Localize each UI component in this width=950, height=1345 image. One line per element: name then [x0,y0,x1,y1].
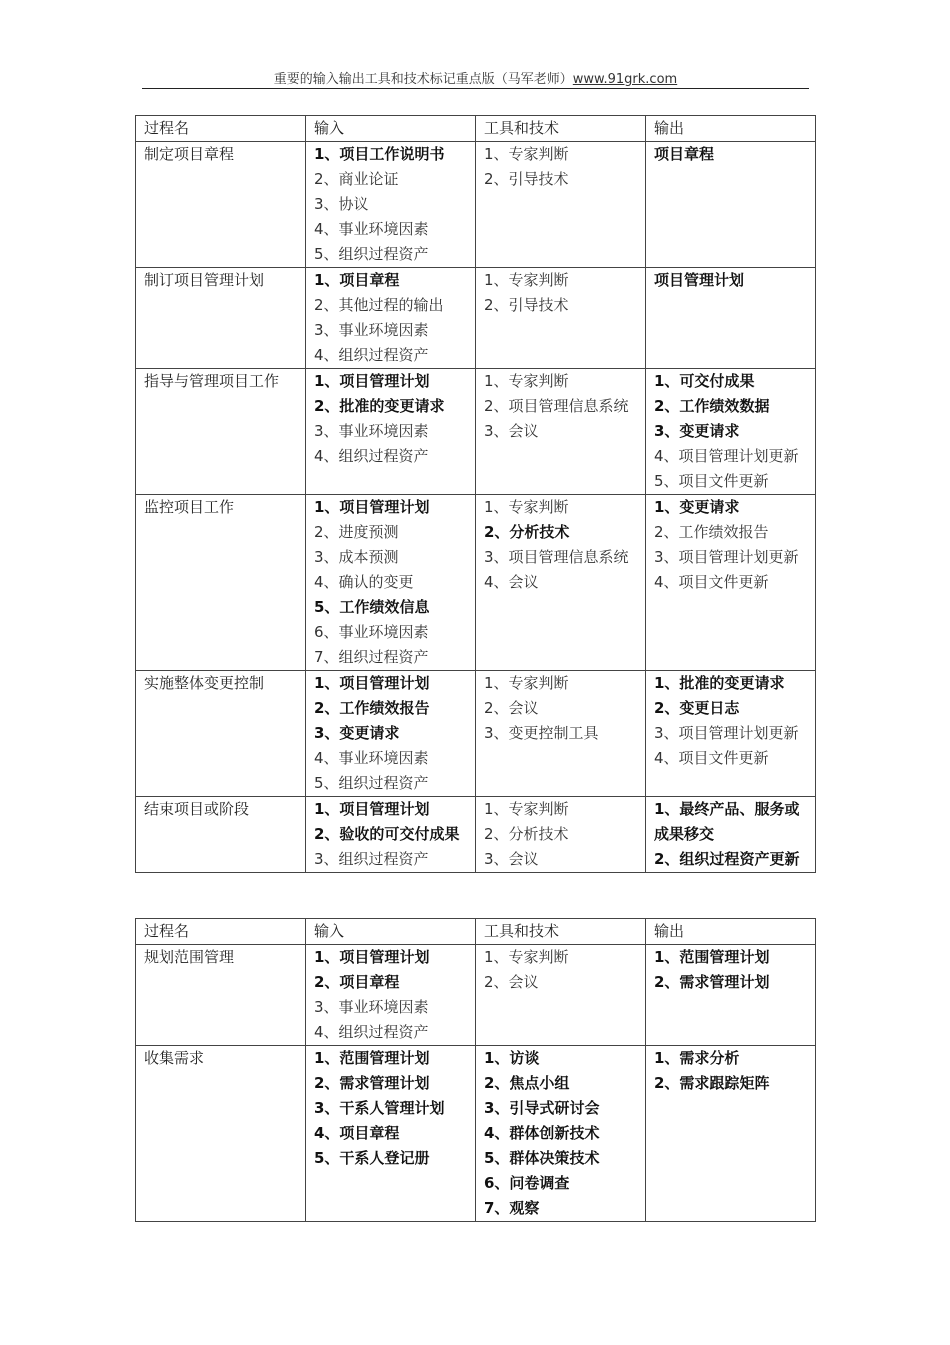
tool-item: 3、变更控制工具 [484,724,599,742]
output-item: 5、项目文件更新 [654,472,769,490]
tool-item: 3、会议 [484,422,539,440]
output-item: 2、组织过程资产更新 [654,850,800,868]
input-item: 1、项目章程 [314,271,400,289]
input-item: 5、组织过程资产 [314,245,429,263]
input-item: 1、项目管理计划 [314,800,430,818]
input-item: 1、项目管理计划 [314,948,430,966]
header-divider [142,88,809,89]
tool-cell [476,142,646,268]
table-row [136,142,816,268]
process-name: 结束项目或阶段 [144,800,250,818]
output-item: 1、需求分析 [654,1049,740,1067]
column-header-inputs: 输入 [306,116,476,142]
table-header-row [136,116,816,142]
input-item: 4、组织过程资产 [314,1023,429,1041]
scope-process-table [135,918,816,1222]
tool-cell [476,945,646,1046]
page-header [142,68,809,87]
table-row [136,671,816,797]
input-item: 6、事业环境因素 [314,623,429,641]
output-item: 1、范围管理计划 [654,948,770,966]
output-item: 2、工作绩效报告 [654,523,769,541]
header-title: 重要的输入输出工具和技术标记重点版（马军老师） [273,72,573,87]
tool-cell [476,495,646,671]
output-item: 3、变更请求 [654,422,740,440]
input-item: 3、组织过程资产 [314,850,429,868]
table-row [136,268,816,369]
column-header-inputs: 输入 [306,919,476,945]
output-item: 1、批准的变更请求 [654,674,785,692]
process-name: 指导与管理项目工作 [144,372,280,390]
input-item: 3、事业环境因素 [314,422,429,440]
tool-item: 1、专家判断 [484,372,569,390]
tool-cell [476,671,646,797]
table-header-row [136,919,816,945]
input-item: 5、干系人登记册 [314,1149,430,1167]
input-item: 1、项目管理计划 [314,498,430,516]
input-cell [306,369,476,495]
input-cell [306,797,476,873]
tool-item: 1、专家判断 [484,271,569,289]
output-cell [646,671,816,797]
input-cell [306,142,476,268]
input-item: 4、组织过程资产 [314,346,429,364]
output-item: 2、工作绩效数据 [654,397,770,415]
tool-item: 3、项目管理信息系统 [484,548,629,566]
process-name: 制定项目章程 [144,145,235,163]
table-row [136,797,816,873]
tool-cell [476,1046,646,1222]
column-header-outputs: 输出 [646,919,816,945]
process-name-cell [136,1046,306,1222]
tool-item: 4、群体创新技术 [484,1124,600,1142]
tool-item: 5、群体决策技术 [484,1149,600,1167]
output-cell [646,1046,816,1222]
input-item: 3、干系人管理计划 [314,1099,445,1117]
table-row [136,495,816,671]
tool-item: 6、问卷调查 [484,1174,570,1192]
process-name: 规划范围管理 [144,948,235,966]
input-item: 2、工作绩效报告 [314,699,430,717]
input-item: 3、成本预测 [314,548,399,566]
input-item: 3、事业环境因素 [314,321,429,339]
tool-item: 7、观察 [484,1199,540,1217]
input-item: 5、工作绩效信息 [314,598,430,616]
tool-item: 1、专家判断 [484,948,569,966]
tool-item: 4、会议 [484,573,539,591]
input-cell [306,671,476,797]
column-header-tools: 工具和技术 [476,919,646,945]
output-item: 项目章程 [654,145,715,163]
tool-item: 2、分析技术 [484,825,569,843]
output-item: 4、项目文件更新 [654,573,769,591]
input-item: 1、项目工作说明书 [314,145,445,163]
input-item: 4、确认的变更 [314,573,414,591]
input-item: 4、事业环境因素 [314,749,429,767]
tool-item: 2、引导技术 [484,296,569,314]
input-item: 4、组织过程资产 [314,447,429,465]
tool-item: 2、焦点小组 [484,1074,570,1092]
output-cell [646,495,816,671]
column-header-outputs: 输出 [646,116,816,142]
output-cell [646,142,816,268]
output-item: 4、项目管理计划更新 [654,447,799,465]
input-item: 4、项目章程 [314,1124,400,1142]
process-name-cell [136,495,306,671]
input-cell [306,1046,476,1222]
tool-item: 1、专家判断 [484,145,569,163]
input-item: 1、项目管理计划 [314,674,430,692]
tool-item: 1、访谈 [484,1049,540,1067]
tool-item: 2、引导技术 [484,170,569,188]
output-item: 2、变更日志 [654,699,740,717]
process-name: 实施整体变更控制 [144,674,265,692]
input-item: 2、进度预测 [314,523,399,541]
input-cell [306,268,476,369]
process-name: 监控项目工作 [144,498,235,516]
input-item: 2、需求管理计划 [314,1074,430,1092]
tool-item: 2、会议 [484,699,539,717]
output-item: 成果移交 [654,825,715,843]
output-cell [646,369,816,495]
integration-process-table [135,115,816,873]
tool-item: 3、引导式研讨会 [484,1099,600,1117]
output-cell [646,797,816,873]
process-name-cell [136,671,306,797]
input-item: 3、变更请求 [314,724,400,742]
input-item: 7、组织过程资产 [314,648,429,666]
tool-item: 2、分析技术 [484,523,570,541]
output-item: 1、最终产品、服务或 [654,800,800,818]
table-row [136,369,816,495]
tool-cell [476,797,646,873]
tool-item: 1、专家判断 [484,674,569,692]
input-item: 5、组织过程资产 [314,774,429,792]
process-name: 收集需求 [144,1049,205,1067]
process-name-cell [136,797,306,873]
tool-item: 3、会议 [484,850,539,868]
input-item: 2、其他过程的输出 [314,296,444,314]
output-item: 4、项目文件更新 [654,749,769,767]
output-item: 2、需求管理计划 [654,973,770,991]
tool-cell [476,369,646,495]
header-link[interactable]: www.91grk.com [572,72,678,87]
input-item: 1、项目管理计划 [314,372,430,390]
input-item: 2、商业论证 [314,170,399,188]
input-item: 3、事业环境因素 [314,998,429,1016]
output-item: 2、需求跟踪矩阵 [654,1074,770,1092]
tool-item: 1、专家判断 [484,800,569,818]
output-cell [646,268,816,369]
output-item: 项目管理计划 [654,271,745,289]
tool-item: 1、专家判断 [484,498,569,516]
input-item: 1、范围管理计划 [314,1049,430,1067]
output-item: 3、项目管理计划更新 [654,724,799,742]
input-item: 2、验收的可交付成果 [314,825,460,843]
process-name-cell [136,142,306,268]
process-name: 制订项目管理计划 [144,271,265,289]
process-name-cell [136,945,306,1046]
table-row [136,1046,816,1222]
output-cell [646,945,816,1046]
input-cell [306,945,476,1046]
column-header-process: 过程名 [136,116,306,142]
tool-item: 2、会议 [484,973,539,991]
output-item: 1、可交付成果 [654,372,755,390]
column-header-tools: 工具和技术 [476,116,646,142]
output-item: 1、变更请求 [654,498,740,516]
column-header-process: 过程名 [136,919,306,945]
output-item: 3、项目管理计划更新 [654,548,799,566]
tool-cell [476,268,646,369]
process-name-cell [136,268,306,369]
input-item: 2、项目章程 [314,973,400,991]
process-name-cell [136,369,306,495]
input-item: 3、协议 [314,195,369,213]
table-row [136,945,816,1046]
input-cell [306,495,476,671]
input-item: 2、批准的变更请求 [314,397,445,415]
input-item: 4、事业环境因素 [314,220,429,238]
tool-item: 2、项目管理信息系统 [484,397,629,415]
